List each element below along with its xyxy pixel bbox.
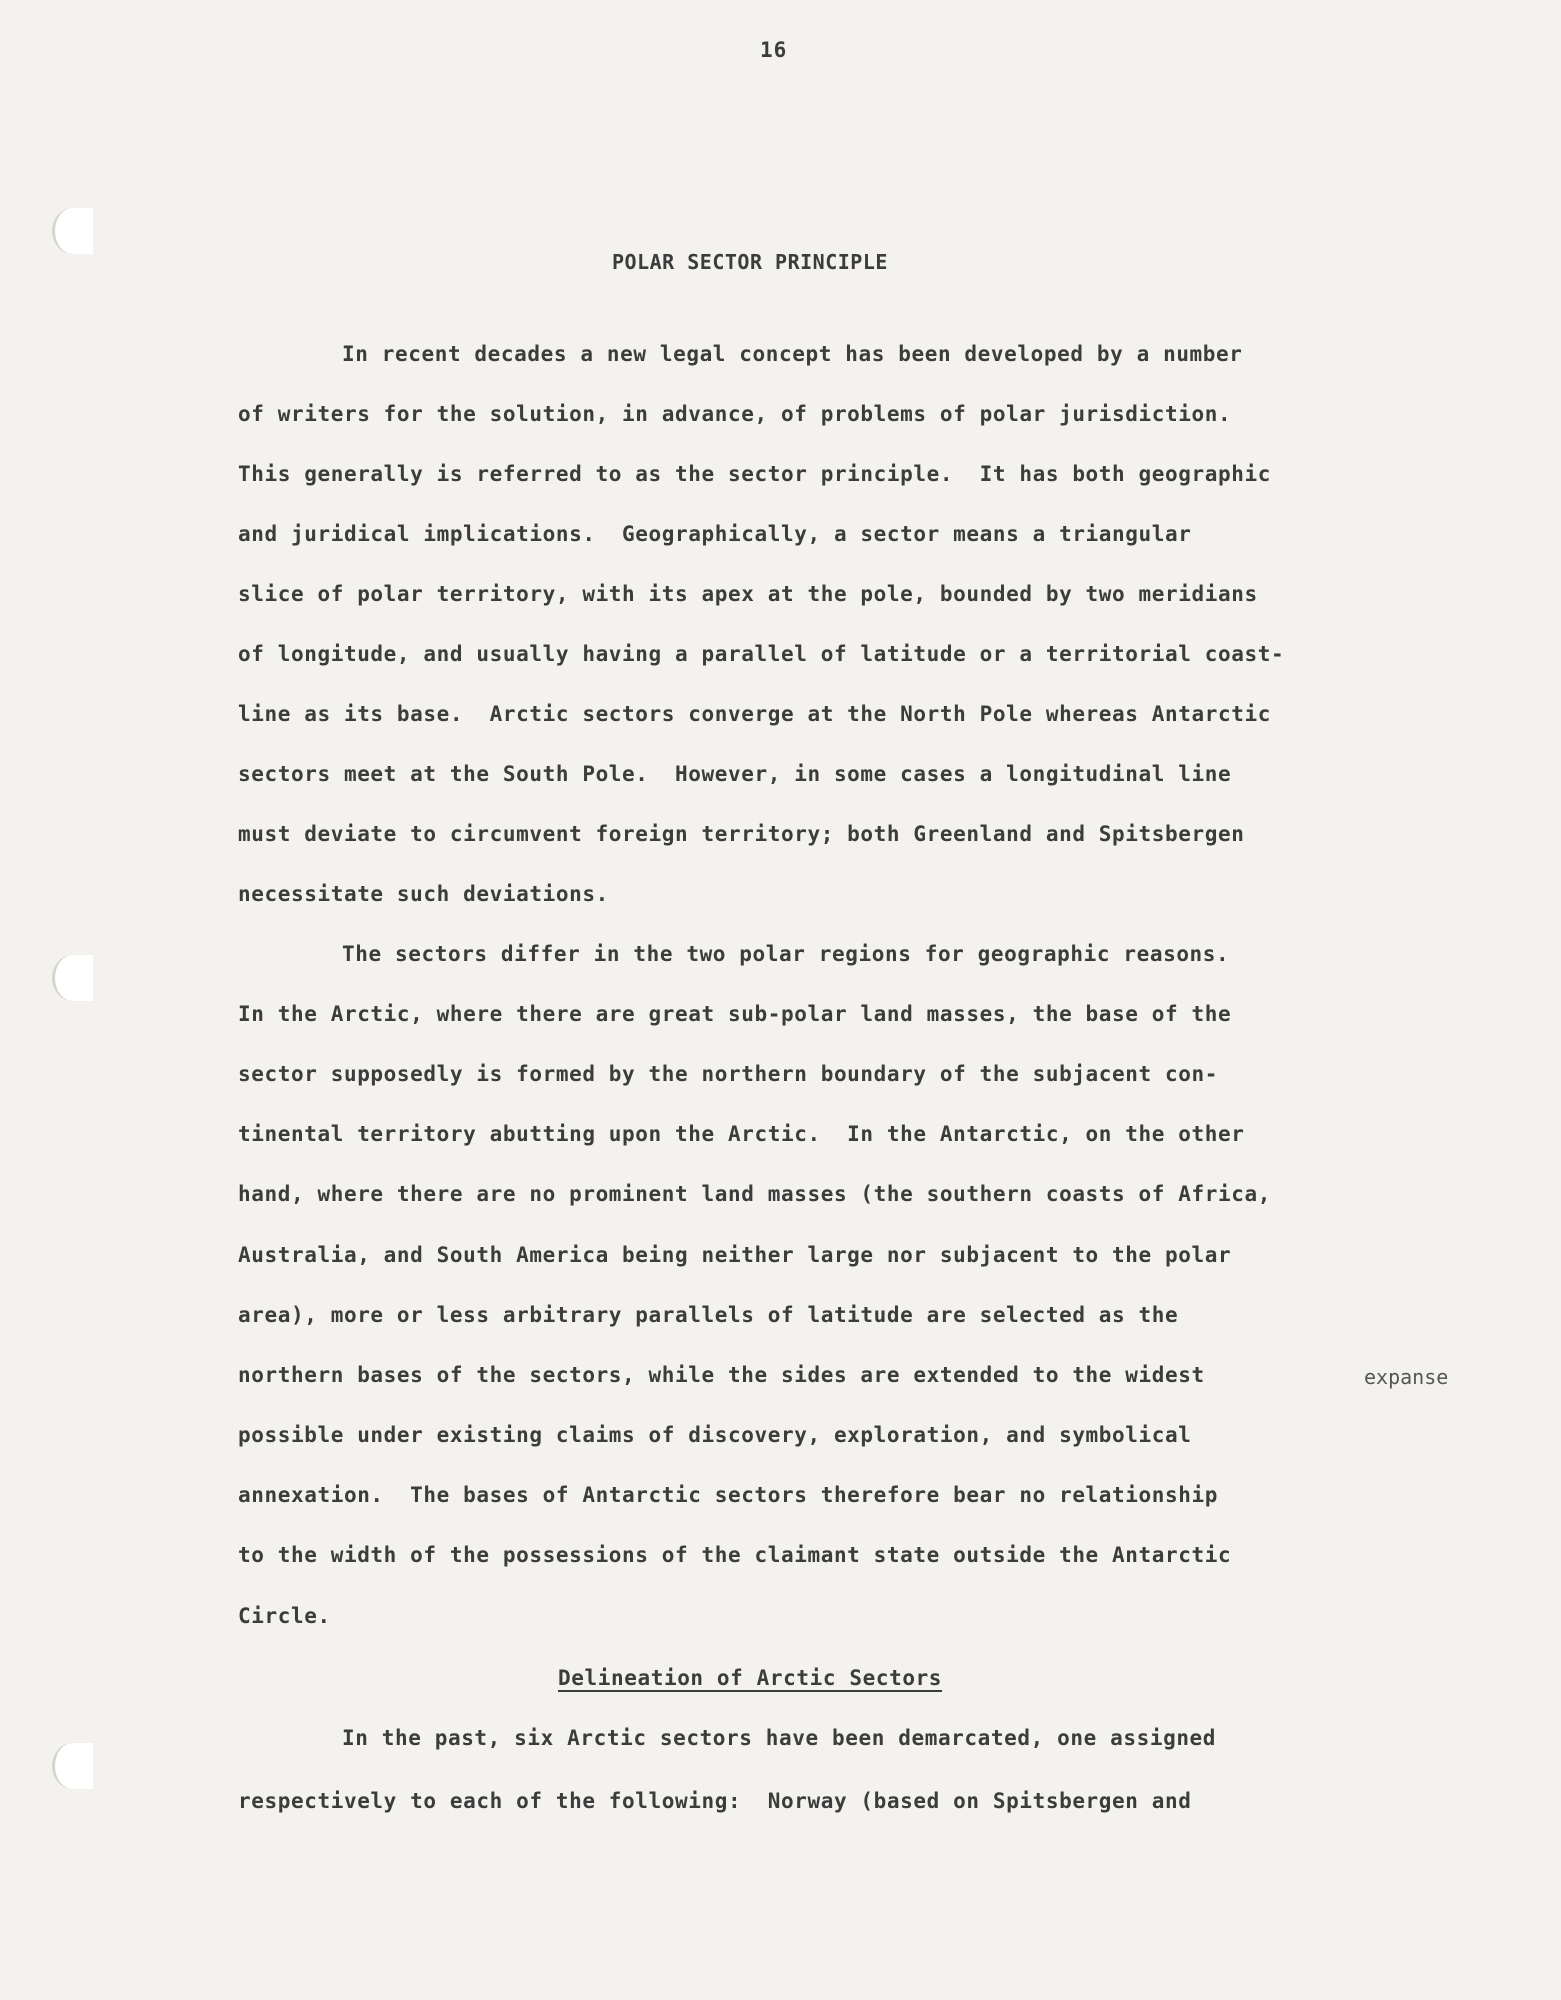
paragraph-line: line as its base. Arctic sectors converge at the North Pole whereas Antarctic [238, 702, 1271, 726]
paragraph-line: slice of polar territory, with its apex at the pole, bounded by two meridians [238, 582, 1258, 606]
punch-hole-top [52, 208, 93, 254]
paragraph-line: to the width of the possessions of the claimant state outside the Antarctic [238, 1543, 1232, 1567]
paragraph-line: In the past, six Arctic sectors have been demarcated, one assigned [342, 1726, 1217, 1750]
paragraph-line: possible under existing claims of discovery, exploration, and symbolical [238, 1423, 1192, 1447]
marginal-insert: expanse [1364, 1365, 1449, 1389]
paragraph-line: Circle. [238, 1604, 331, 1628]
paragraph-line: must deviate to circumvent foreign territory; both Greenland and Spitsbergen [238, 822, 1245, 846]
paragraph-line: tinental territory abutting upon the Arctic. In the Antarctic, on the other [238, 1122, 1245, 1146]
paragraph-line: This generally is referred to as the sector principle. It has both geographic [238, 462, 1271, 486]
paragraph-line: and juridical implications. Geographically, a sector means a triangular [238, 522, 1192, 546]
paragraph-line: northern bases of the sectors, while the sides are extended to the widest [238, 1363, 1205, 1387]
punch-hole-bottom [52, 1743, 93, 1789]
paragraph-line: Australia, and South America being neither large nor subjacent to the polar [238, 1243, 1232, 1267]
paragraph-line: of writers for the solution, in advance, of problems of polar jurisdiction. [238, 402, 1232, 426]
paragraph-line: The sectors differ in the two polar regions for geographic reasons. [342, 942, 1230, 966]
paragraph-line: sector supposedly is formed by the northern boundary of the subjacent con- [238, 1062, 1218, 1086]
paragraph-line: hand, where there are no prominent land masses (the southern coasts of Africa, [238, 1182, 1271, 1206]
paragraph-line: area), more or less arbitrary parallels of latitude are selected as the [238, 1303, 1179, 1327]
section-subheading: Delineation of Arctic Sectors [558, 1666, 943, 1690]
paragraph-line: sectors meet at the South Pole. However, in some cases a longitudinal line [238, 762, 1232, 786]
page-title: POLAR SECTOR PRINCIPLE [612, 250, 888, 274]
paragraph-line: annexation. The bases of Antarctic sectors therefore bear no relationship [238, 1483, 1218, 1507]
paragraph-line: of longitude, and usually having a parallel of latitude or a territorial coast- [238, 642, 1285, 666]
paragraph-line: In recent decades a new legal concept has been developed by a number [342, 342, 1243, 366]
punch-hole-middle [52, 955, 93, 1001]
page-number: 16 [760, 38, 788, 62]
paragraph-line: respectively to each of the following: Norway (based on Spitsbergen and [238, 1789, 1192, 1813]
paragraph-line: In the Arctic, where there are great sub-polar land masses, the base of the [238, 1002, 1232, 1026]
paragraph-line: necessitate such deviations. [238, 882, 609, 906]
